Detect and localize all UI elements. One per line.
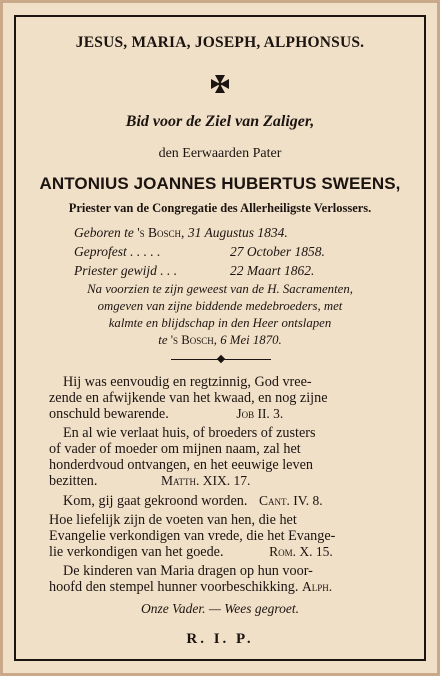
rip-line: R. I. P. <box>186 631 254 647</box>
verse-line: Evangelie verkondigen van vrede, die het Evange- <box>49 528 336 544</box>
scripture-reference: Alph. <box>301 579 333 594</box>
congregation-line: Priester van de Congregatie des Allerheiligste Verlossers. <box>68 201 372 215</box>
verse-line: zende en afwijkende van het kwaad, en nog zijne <box>49 390 328 406</box>
closing-prayer: Onze Vader. — Wees gegroet. <box>141 601 299 616</box>
card-header: JESUS, MARIA, JOSEPH, ALPHONSUS. <box>75 34 365 51</box>
cross-pattee-icon <box>209 73 231 95</box>
verse-line: Hoe liefelijk zijn de voeten van hen, die het <box>49 512 297 528</box>
verse-line <box>63 493 323 510</box>
death-line: Na voorzien te zijn geweest van de H. Sacramenten, <box>87 282 353 296</box>
verse-text: bezitten. <box>49 473 98 489</box>
verse-line: En al wie verlaat huis, of broeders of zusters <box>63 425 316 441</box>
verse-line <box>49 406 283 423</box>
bio-label: Geboren te <box>74 225 134 240</box>
bio-line-born <box>74 225 288 241</box>
verse-line: Hij was eenvoudig en regtzinnig, God vree- <box>63 374 312 390</box>
death-place: 's Bosch, <box>170 333 217 347</box>
death-line: omgeven van zijne biddende medebroeders, met <box>97 299 343 313</box>
verse-line: honderdvoud ontvangen, en het eeuwige leven <box>49 457 313 473</box>
bio-date: 31 Augustus 1834. <box>187 225 288 240</box>
deceased-name: ANTONIUS JOANNES HUBERTUS SWEENS, <box>39 174 401 193</box>
bio-date: 27 October 1858. <box>230 244 325 259</box>
scripture-reference: Cant. IV. 8. <box>258 493 323 508</box>
title-line: den Eerwaarden Pater <box>158 146 282 161</box>
bio-date: 22 Maart 1862. <box>230 263 315 278</box>
scripture-reference: Job II. 3. <box>236 406 284 421</box>
verse-text: onschuld bewarende. <box>49 406 169 422</box>
verse-line <box>49 579 332 596</box>
bio-line-profession <box>74 244 325 260</box>
verse-line: of vader of moeder om mijnen naam, zal het <box>49 441 301 457</box>
memorial-card <box>3 3 437 673</box>
death-date: 6 Mei 1870. <box>220 333 282 347</box>
verse-line: De kinderen van Maria dragen op hun voor- <box>63 563 313 579</box>
death-date-line <box>3 333 437 348</box>
scripture-reference: Matth. XIX. 17. <box>161 473 251 488</box>
death-line: kalmte en blijdschap in den Heer ontslapen <box>108 316 332 330</box>
death-pre: te <box>158 333 168 347</box>
bio-label: Priester gewijd . . . <box>74 263 178 278</box>
bio-label: Geprofest . . . . . <box>74 244 161 259</box>
bio-line-ordination <box>74 263 314 279</box>
verse-text: lie verkondigen van het goede. <box>49 544 224 560</box>
ornamental-divider <box>171 359 271 360</box>
bio-place: 's Bosch, <box>137 225 185 240</box>
verse-line <box>49 544 333 561</box>
scripture-reference: Rom. X. 15. <box>269 544 333 559</box>
prayer-request: Bid voor de Ziel van Zaliger, <box>125 113 315 130</box>
verse-line <box>49 473 250 490</box>
verse-text: Kom, gij gaat gekroond worden. <box>63 493 248 509</box>
verse-text: hoofd den stempel hunner voorbeschikking. <box>49 579 299 595</box>
